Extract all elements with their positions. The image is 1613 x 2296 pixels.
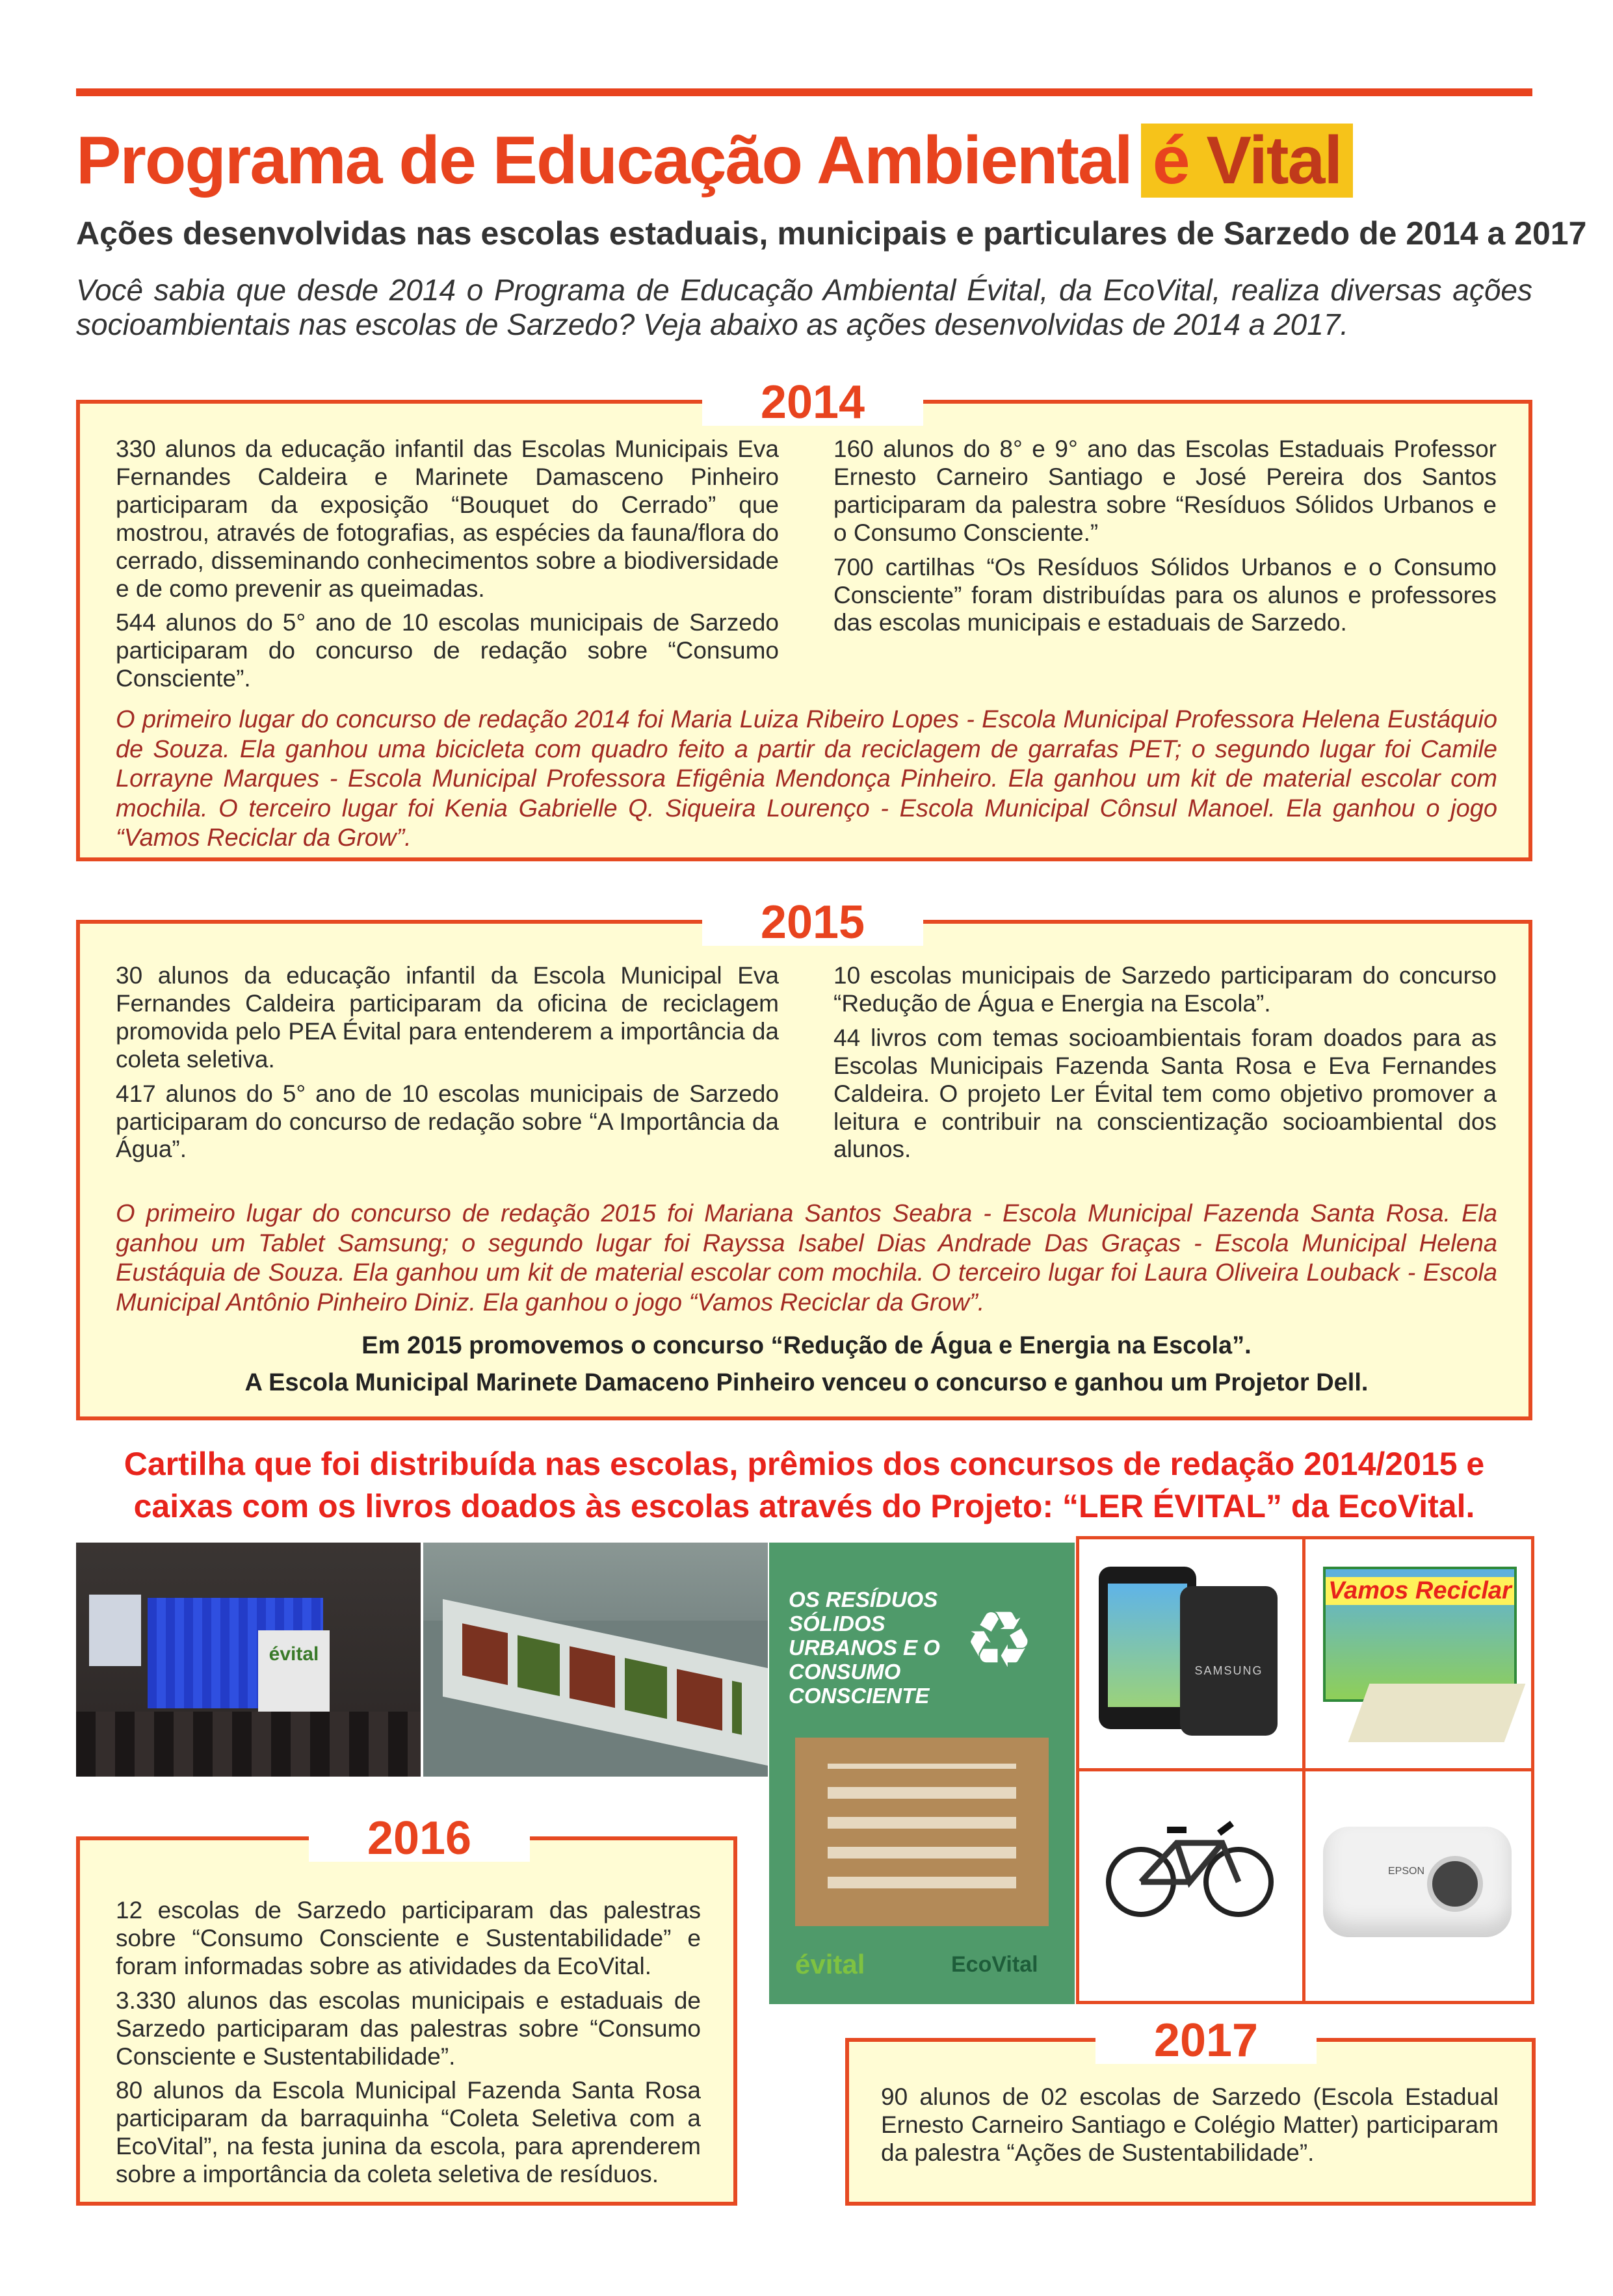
- tablet-screen: [1108, 1584, 1187, 1707]
- contest-2015: [116, 1327, 1497, 1402]
- paragraph: 544 alunos do 5° ano de 10 escolas municipais de Sarzedo participaram do concurso de redação sobre “Consumo Consciente”.: [116, 609, 779, 692]
- brand-vital: Vital: [1206, 123, 1342, 198]
- winners-2014: O primeiro lugar do concurso de redação 2014 foi Maria Luiza Ribeiro Lopes - Escola Municipal Professora Helena Eustáquio de Souza. Ela ganhou uma bicicleta com quadro feito a partir da reciclagem de garrafas PET; o segundo lugar foi Camile Lorrayne Marques - Escola Municipal Professora Efigênia Mendonça Pinheiro. Ela ganhou um kit de material escolar com mochila. O terceiro lugar foi Kenia Gabrielle Q. Siqueira Lourenço - Escola Municipal Cônsul Manoel. Ela ganhou o jogo “Vamos Reciclar da Grow”.: [116, 706, 1497, 852]
- booklet-logo-evital: évital: [795, 1949, 865, 1979]
- gallery-heading: Cartilha que foi distribuída nas escolas, prêmios dos concursos de redação 2014/2015 e caixas com os livros doados às escolas através do Projeto: “LER ÉVITAL” da EcoVital.: [124, 1446, 1485, 1524]
- section-2014-left: [116, 436, 779, 699]
- projector-image: [1323, 1827, 1512, 1937]
- section-2017-text: 90 alunos de 02 escolas de Sarzedo (Escola Estadual Ernesto Carneiro Santiago e Colégio Matter) participaram da palestra “Ações de Sustentabilidade”.: [881, 2083, 1499, 2166]
- section-2015-left: [116, 962, 779, 1170]
- paragraph: 10 escolas municipais de Sarzedo participaram do concurso “Redução de Água e Energia na Escola”.: [833, 962, 1497, 1017]
- evital-brand: [1141, 124, 1354, 198]
- booklet-logo-ecovital: EcoVital: [951, 1952, 1038, 1977]
- contest-line-1: Em 2015 promovemos o concurso “Redução de Água e Energia na Escola”.: [361, 1332, 1252, 1359]
- window: [89, 1595, 141, 1666]
- year-2014-label: 2014: [702, 379, 923, 426]
- photo-exhibition-tables: [423, 1543, 768, 1777]
- board-game-image: [1323, 1567, 1517, 1702]
- paragraph: 12 escolas de Sarzedo participaram das palestras sobre “Consumo Consciente e Sustentabilidade” e foram informadas sobre as atividades da EcoVital.: [116, 1897, 701, 1979]
- section-2015-right: [833, 962, 1497, 1170]
- intro-text: Você sabia que desde 2014 o Programa de Educação Ambiental Évital, da EcoVital, realiza diversas ações socioambientais nas escolas de Sarzedo? Veja abaixo as ações desenvolvidas de 2014 a 2017.: [76, 273, 1532, 341]
- booklet-title: OS RESÍDUOS SÓLIDOS URBANOS E O CONSUMO CONSCIENTE: [789, 1587, 940, 1708]
- brand-e: é: [1152, 123, 1189, 198]
- paragraph: 160 alunos do 8° e 9° ano das Escolas Estaduais Professor Ernesto Carneiro Santiago e José Pereira dos Santos participaram da palestra sobre “Resíduos Sólidos Urbanos e o Consumo Consciente.”: [833, 436, 1497, 546]
- paragraph: 44 livros com temas socioambientais foram doados para as Escolas Municipais Fazenda Santa Rosa e Eva Fernandes Caldeira. O projeto Ler Évital tem como objetivo promover a leitura e contribuir na conscientização socioambiental dos alunos.: [833, 1024, 1497, 1163]
- cardboard-windows: [828, 1764, 1016, 1907]
- year-2017-label: 2017: [1095, 2017, 1317, 2064]
- paragraph: 30 alunos da educação infantil da Escola Municipal Eva Fernandes Caldeira participaram da oficina de reciclagem promovida pelo PEA Évital para entenderem a importância da coleta seletiva.: [116, 962, 779, 1073]
- booklet-cover: [769, 1543, 1075, 2004]
- bicycle-image: [1105, 1804, 1274, 1921]
- paragraph: 417 alunos do 5° ano de 10 escolas municipais de Sarzedo participaram do concurso de redação sobre “A Importância da Água”.: [116, 1080, 779, 1163]
- bicycle-icon: [1105, 1804, 1274, 1921]
- grid-divider-h: [1076, 1768, 1534, 1771]
- section-2016-text: [116, 1897, 701, 2195]
- game-board: [1348, 1684, 1526, 1742]
- photo-auditorium: [76, 1543, 421, 1777]
- title-text: Programa de Educação Ambiental: [76, 123, 1132, 198]
- paragraph: 80 alunos da Escola Municipal Fazenda Santa Rosa participaram da barraquinha “Coleta Seletiva com a EcoVital”, na festa junina da escola, para aprenderem sobre a importância da coleta seletiva de resíduos.: [116, 2077, 701, 2188]
- tablet-back: [1180, 1586, 1278, 1736]
- page-subtitle: Ações desenvolvidas nas escolas estaduais, municipais e particulares de Sarzedo de 2014 a 2017: [76, 215, 1587, 252]
- recycle-icon: ♻: [964, 1597, 1034, 1684]
- top-rule: [76, 88, 1532, 96]
- projector-lens: [1427, 1856, 1483, 1912]
- year-2016-label: 2016: [309, 1815, 530, 1862]
- paragraph: 700 cartilhas “Os Resíduos Sólidos Urbanos e o Consumo Consciente” foram distribuídas para os alunos e professores das escolas municipais e estaduais de Sarzedo.: [833, 553, 1497, 636]
- section-2014-right: [833, 436, 1497, 644]
- winners-2015: O primeiro lugar do concurso de redação 2015 foi Mariana Santos Seabra - Escola Municipal Fazenda Santa Rosa. Ela ganhou um Tablet Samsung; o segundo lugar foi Rayssa Isabel Dias Andrade Das Graças - Escola Municipal Helena Eustáquia de Souza. Ela ganhou um kit de material escolar com mochila. O terceiro lugar foi Laura Oliveira Louback - Escola Municipal Antônio Pinheiro Diniz. Ela ganhou o jogo “Vamos Reciclar da Grow”.: [116, 1200, 1497, 1316]
- contest-line-2: A Escola Municipal Marinete Damaceno Pinheiro venceu o concurso e ganhou um Projetor Dell.: [244, 1369, 1369, 1396]
- chairs: [76, 1712, 421, 1777]
- game-title: Vamos Reciclar: [1326, 1577, 1514, 1605]
- paragraph: 3.330 alunos das escolas municipais e estaduais de Sarzedo participaram das palestras sobre “Consumo Consciente e Sustentabilidade”.: [116, 1987, 701, 2070]
- page-title: [76, 124, 1353, 198]
- banner-text: évital: [269, 1643, 319, 1665]
- tablet-brand: SAMSUNG: [1194, 1664, 1263, 1677]
- year-2015-label: 2015: [702, 899, 923, 946]
- projector-brand: EPSON: [1388, 1866, 1425, 1877]
- paragraph: 330 alunos da educação infantil das Escolas Municipais Eva Fernandes Caldeira e Marinete Damasceno Pinheiro participaram da exposição “Bouquet do Cerrado” que mostrou, através de fotografias, as espécies da fauna/flora do cerrado, disseminando conhecimentos sobre a biodiversidade e de como prevenir as queimadas.: [116, 436, 779, 602]
